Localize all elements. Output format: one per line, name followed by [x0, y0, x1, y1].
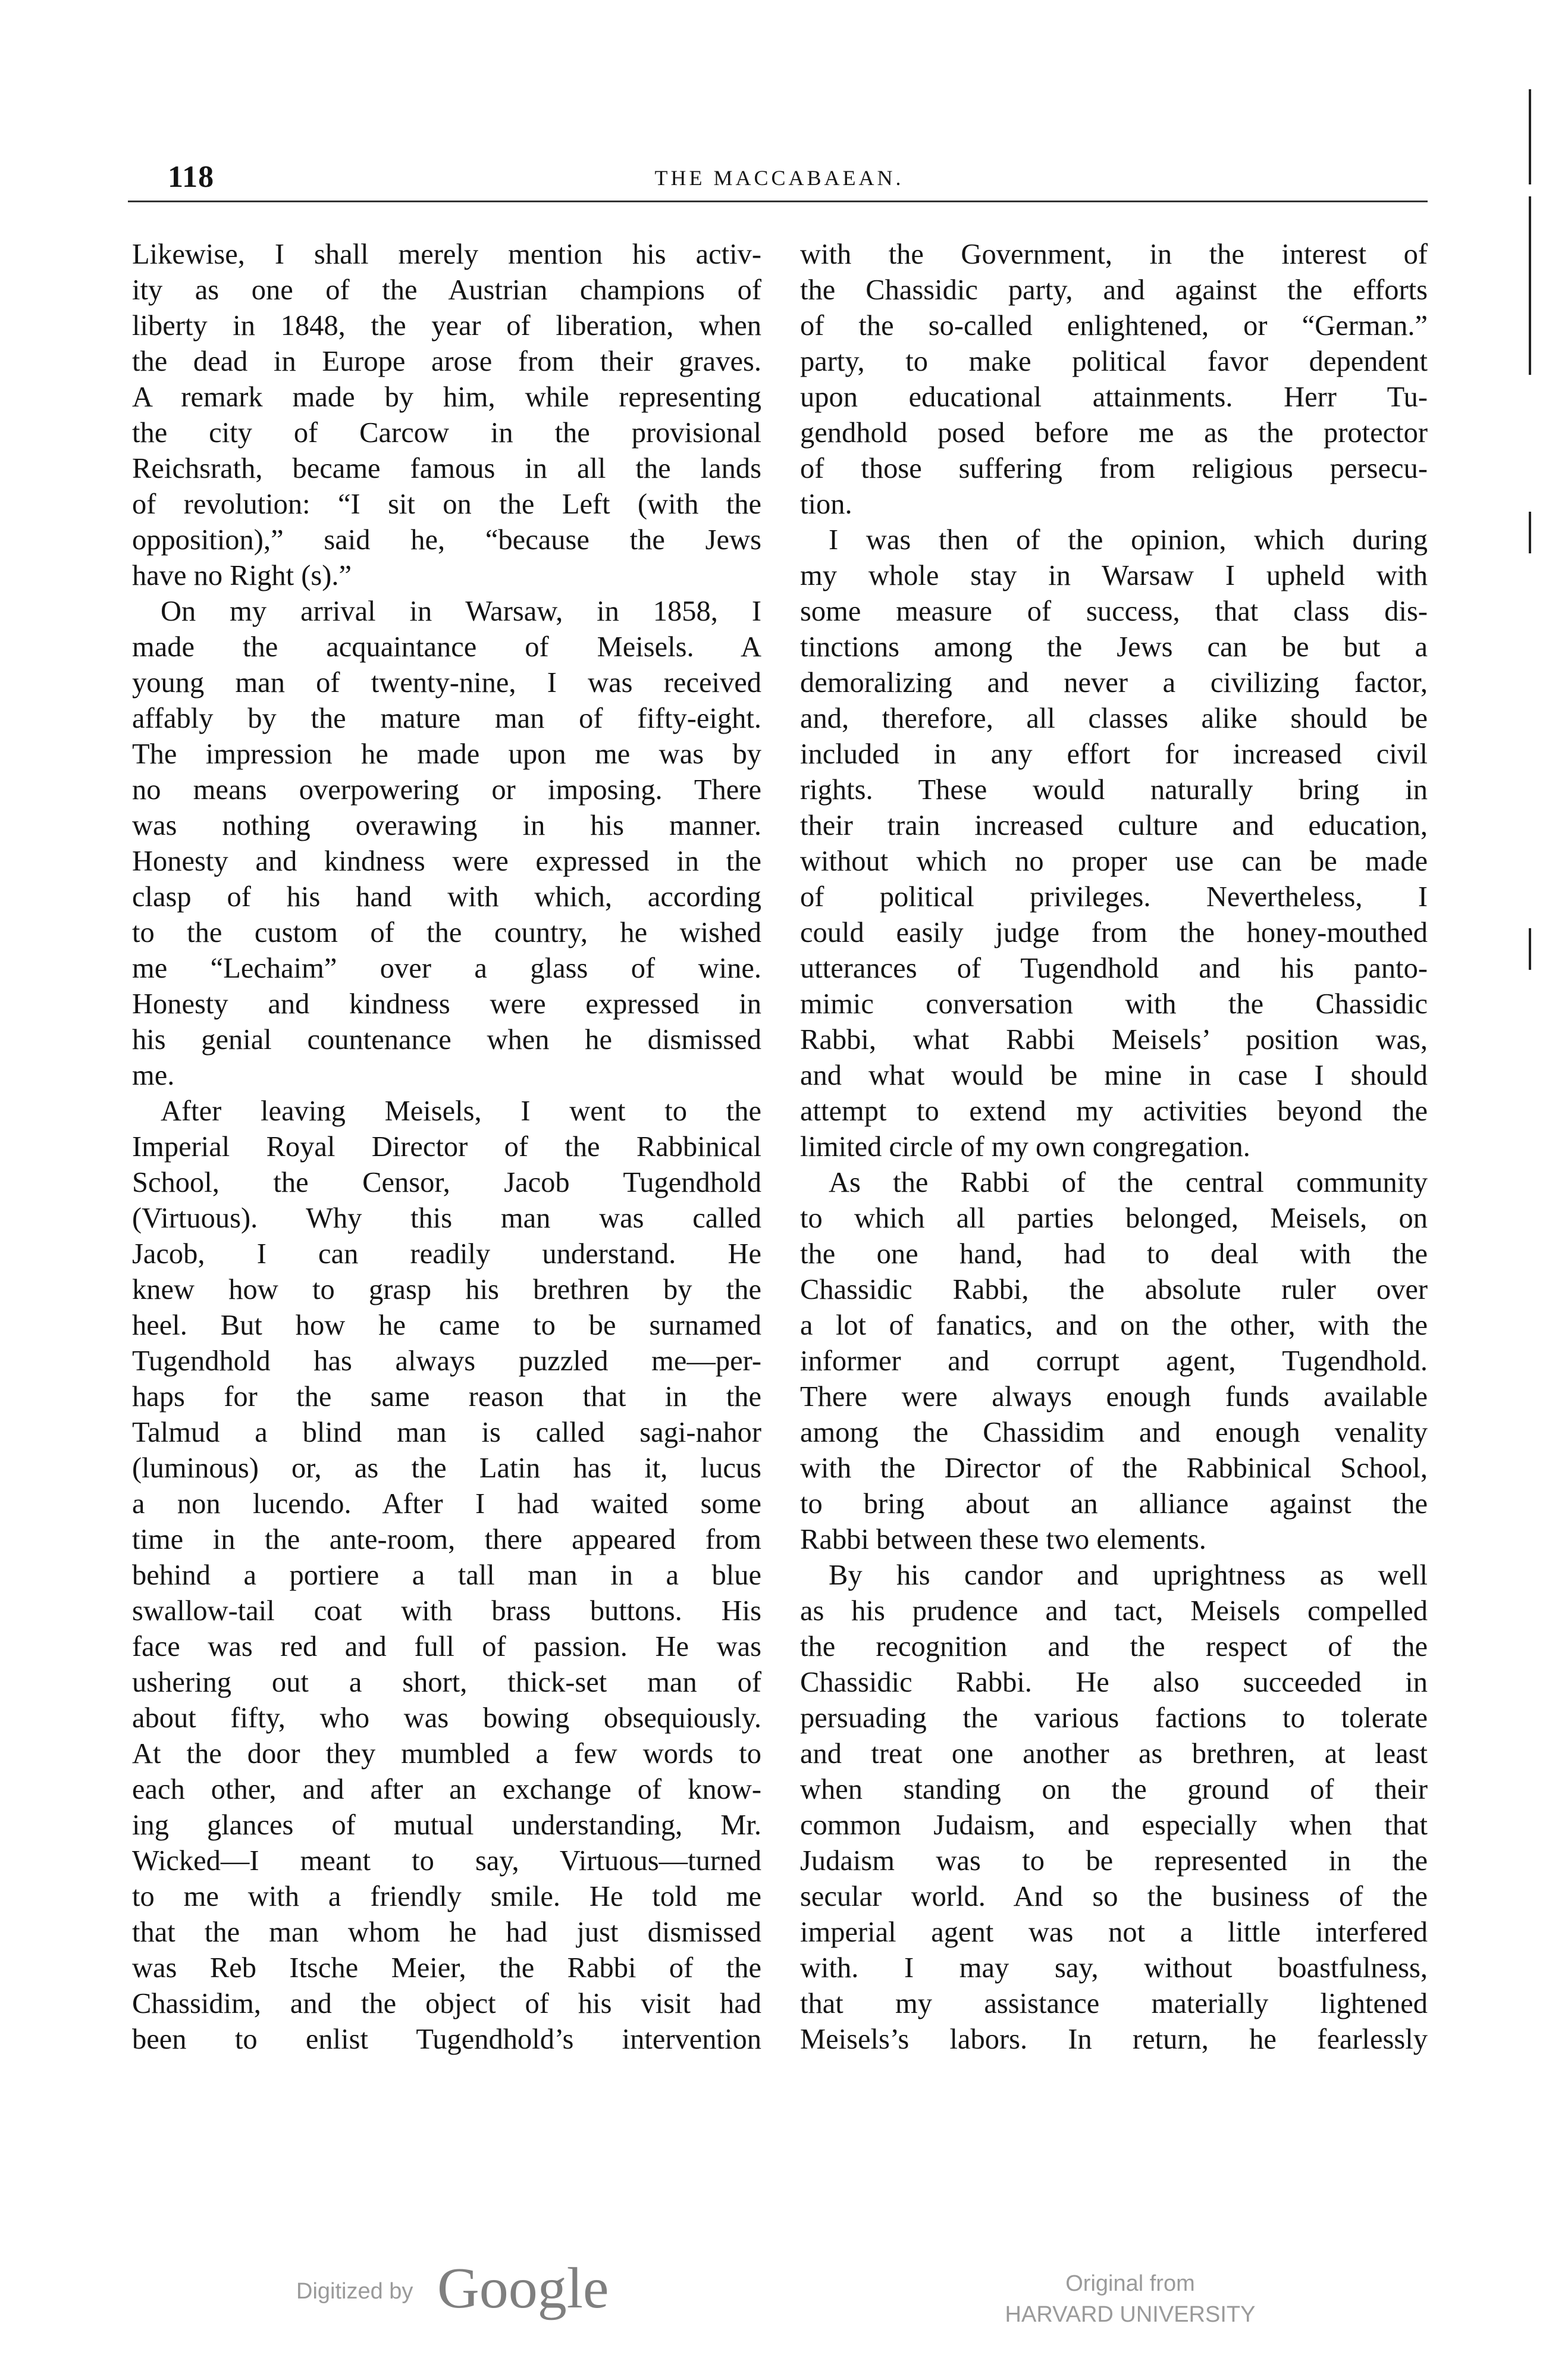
right-text-column [800, 237, 1428, 2058]
text-line: On my arrival in Warsaw, in 1858, I [161, 596, 761, 627]
text-line: me. [132, 1060, 175, 1091]
digitized-by-label: Digitized by [296, 2279, 413, 2304]
text-line: with the Director of the Rabbinical School, [800, 1452, 1428, 1484]
text-line: As the Rabbi of the central community [829, 1167, 1428, 1198]
text-line: Chassidim, and the object of his visit had [132, 1988, 761, 2019]
text-line: a non lucendo. After I had waited some [132, 1488, 761, 1520]
text-line: attempt to extend my activities beyond the [800, 1095, 1428, 1127]
text-line: the one hand, had to deal with the [800, 1238, 1428, 1270]
text-line: rights. These would naturally bring in [800, 774, 1428, 806]
text-line: of the so-called enlightened, or “German.” [800, 310, 1428, 342]
text-line: The impression he made upon me was by [132, 738, 761, 770]
text-line: There were always enough funds available [800, 1381, 1428, 1413]
text-line: liberty in 1848, the year of liberation, when [132, 310, 761, 342]
text-line: was nothing overawing in his manner. [132, 810, 761, 841]
text-line: made the acquaintance of Meisels. A [132, 631, 761, 663]
text-line: ity as one of the Austrian champions of [132, 274, 761, 306]
text-line: that the man whom he had just dismissed [132, 1916, 761, 1948]
text-line: limited circle of my own congregation. [800, 1131, 1250, 1163]
text-line: Rabbi, what Rabbi Meisels’ position was, [800, 1024, 1428, 1056]
text-line: time in the ante-room, there appeared from [132, 1524, 761, 1555]
text-line: without which no proper use can be made [800, 845, 1428, 877]
text-line: the Chassidic party, and against the efforts [800, 274, 1428, 306]
text-line: and, therefore, all classes alike should be [800, 703, 1428, 734]
text-line: knew how to grasp his brethren by the [132, 1274, 761, 1305]
margin-scan-mark [1529, 928, 1531, 970]
text-line: imperial agent was not a little interfered [800, 1916, 1428, 1948]
text-line: Honesty and kindness were expressed in the [132, 845, 761, 877]
text-line: swallow-tail coat with brass buttons. His [132, 1595, 761, 1627]
text-line: Imperial Royal Director of the Rabbinical [132, 1131, 761, 1163]
text-line: Likewise, I shall merely mention his activ- [132, 239, 761, 270]
text-line: the city of Carcow in the provisional [132, 417, 761, 449]
text-line: was Reb Itsche Meier, the Rabbi of the [132, 1952, 761, 1984]
text-line: to bring about an alliance against the [800, 1488, 1428, 1520]
text-line: Reichsrath, became famous in all the lands [132, 453, 761, 484]
text-line: some measure of success, that class dis- [800, 596, 1428, 627]
margin-scan-mark [1529, 196, 1531, 375]
text-line: Talmud a blind man is called sagi-nahor [132, 1417, 761, 1448]
text-line: could easily judge from the honey-mouthed [800, 917, 1428, 948]
text-line: demoralizing and never a civilizing factor, [800, 667, 1428, 699]
margin-scan-mark [1529, 89, 1531, 184]
original-source-note [940, 2268, 1321, 2330]
text-line: Wicked—I meant to say, Virtuous—turned [132, 1845, 761, 1877]
google-logo: Google [437, 2256, 609, 2320]
text-line: ushering out a short, thick-set man of [132, 1667, 761, 1698]
text-line: their train increased culture and education, [800, 810, 1428, 841]
text-line: I was then of the opinion, which during [829, 524, 1428, 556]
text-line: me “Lechaim” over a glass of wine. [132, 953, 761, 984]
text-line: upon educational attainments. Herr Tu- [800, 381, 1428, 413]
text-line: and treat one another as brethren, at least [800, 1738, 1428, 1770]
text-line: Meisels’s labors. In return, he fearlessly [800, 2024, 1428, 2055]
text-line: of political privileges. Nevertheless, I [800, 881, 1428, 913]
text-line: my whole stay in Warsaw I upheld with [800, 560, 1428, 591]
page-number: 118 [168, 160, 215, 194]
text-line: A remark made by him, while representing [132, 381, 761, 413]
text-line: about fifty, who was bowing obsequiously. [132, 1702, 761, 1734]
text-line: At the door they mumbled a few words to [132, 1738, 761, 1770]
text-line: young man of twenty-nine, I was received [132, 667, 761, 699]
text-line: with the Government, in the interest of [800, 239, 1428, 270]
text-line: clasp of his hand with which, according [132, 881, 761, 913]
running-title: THE MACCABAEAN. [654, 166, 904, 190]
text-line: tion. [800, 488, 852, 520]
text-line: heel. But how he came to be surnamed [132, 1310, 761, 1341]
text-line: included in any effort for increased civil [800, 738, 1428, 770]
header-rule [128, 201, 1428, 202]
text-line: After leaving Meisels, I went to the [161, 1095, 761, 1127]
text-line: tinctions among the Jews can be but a [800, 631, 1428, 663]
text-line: and what would be mine in case I should [800, 1060, 1428, 1091]
text-line: persuading the various factions to tolerate [800, 1702, 1428, 1734]
text-line: been to enlist Tugendhold’s intervention [132, 2024, 761, 2055]
text-line: Chassidic Rabbi. He also succeeded in [800, 1667, 1428, 1698]
original-from-label: Original from [1065, 2271, 1195, 2296]
text-line: mimic conversation with the Chassidic [800, 988, 1428, 1020]
text-line: opposition),” said he, “because the Jews [132, 524, 761, 556]
text-line: behind a portiere a tall man in a blue [132, 1559, 761, 1591]
text-line: utterances of Tugendhold and his panto- [800, 953, 1428, 984]
text-line: secular world. And so the business of the [800, 1881, 1428, 1912]
text-line: no means overpowering or imposing. There [132, 774, 761, 806]
text-line: party, to make political favor dependent [800, 346, 1428, 377]
text-line: of those suffering from religious persecu- [800, 453, 1428, 484]
text-line: Rabbi between these two elements. [800, 1524, 1206, 1555]
margin-scan-mark [1529, 512, 1531, 553]
text-line: Chassidic Rabbi, the absolute ruler over [800, 1274, 1428, 1305]
text-line: Jacob, I can readily understand. He [132, 1238, 761, 1270]
text-line: among the Chassidim and enough venality [800, 1417, 1428, 1448]
text-line: with. I may say, without boastfulness, [800, 1952, 1428, 1984]
text-line: face was red and full of passion. He was [132, 1631, 761, 1662]
text-line: have no Right (s).” [132, 560, 352, 591]
text-line: his genial countenance when he dismissed [132, 1024, 761, 1056]
text-line: gendhold posed before me as the protector [800, 417, 1428, 449]
text-line: to the custom of the country, he wished [132, 917, 761, 948]
text-line: the dead in Europe arose from their graves. [132, 346, 761, 377]
text-line: to which all parties belonged, Meisels, on [800, 1202, 1428, 1234]
text-line: of revolution: “I sit on the Left (with the [132, 488, 761, 520]
text-line: as his prudence and tact, Meisels compelled [800, 1595, 1428, 1627]
text-line: haps for the same reason that in the [132, 1381, 761, 1413]
text-line: Judaism was to be represented in the [800, 1845, 1428, 1877]
institution-label: HARVARD UNIVERSITY [1005, 2302, 1256, 2327]
text-line: affably by the mature man of fifty-eight. [132, 703, 761, 734]
text-line: the recognition and the respect of the [800, 1631, 1428, 1662]
text-line: Honesty and kindness were expressed in [132, 988, 761, 1020]
text-line: to me with a friendly smile. He told me [132, 1881, 761, 1912]
text-line: By his candor and uprightness as well [829, 1559, 1428, 1591]
text-line: informer and corrupt agent, Tugendhold. [800, 1345, 1428, 1377]
text-line: ing glances of mutual understanding, Mr. [132, 1809, 761, 1841]
text-line: (Virtuous). Why this man was called [132, 1202, 761, 1234]
left-text-column [132, 237, 761, 2058]
text-line: when standing on the ground of their [800, 1774, 1428, 1805]
text-line: (luminous) or, as the Latin has it, lucus [132, 1452, 761, 1484]
text-line: School, the Censor, Jacob Tugendhold [132, 1167, 761, 1198]
text-line: Tugendhold has always puzzled me—per- [132, 1345, 761, 1377]
text-line: that my assistance materially lightened [800, 1988, 1428, 2019]
text-line: a lot of fanatics, and on the other, with the [800, 1310, 1428, 1341]
text-line: common Judaism, and especially when that [800, 1809, 1428, 1841]
text-line: each other, and after an exchange of know- [132, 1774, 761, 1805]
